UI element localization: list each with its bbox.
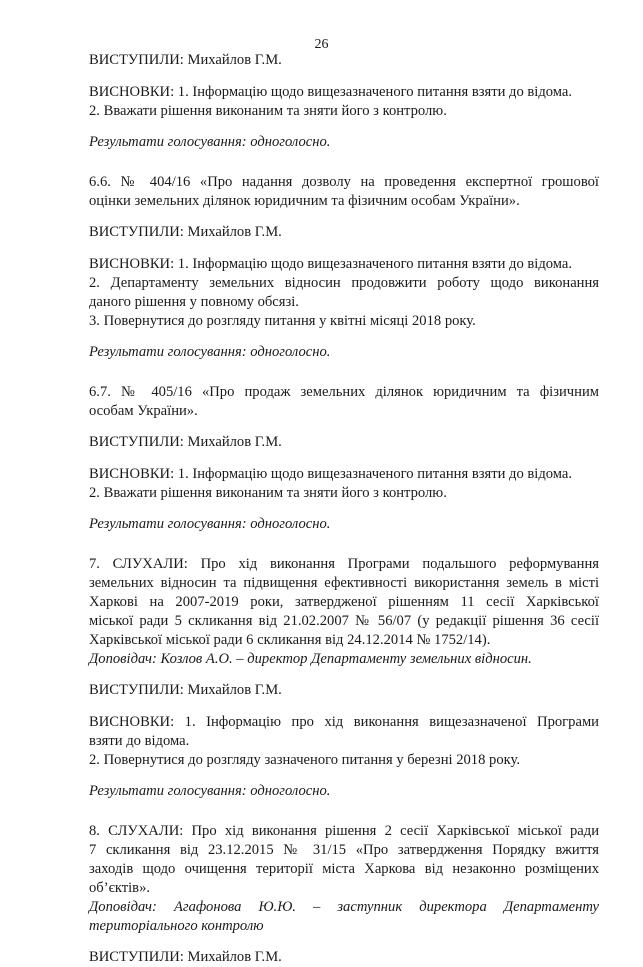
paragraph-gap	[89, 503, 599, 516]
text-line: ВИСНОВКИ: 1. Інформацію щодо вищезазначеного питання взяти до відома.	[89, 83, 573, 100]
italic-text-line: Доповідач: Агафонова Ю.Ю. – заступник директора Департаменту	[89, 898, 599, 915]
paragraph	[89, 782, 599, 801]
italic-text-line: Результати голосування: одноголосно.	[89, 344, 331, 360]
section-gap	[89, 152, 599, 160]
paragraph	[89, 51, 599, 70]
text-line: заходів щодо очищення території міста Харкова від незаконно розміщених	[89, 860, 599, 877]
paragraph-gap	[89, 70, 599, 83]
text-line: 6.7. № 405/16 «Про продаж земельних ділянок юридичним та фізичним	[89, 383, 599, 400]
text-line: 2. Вважати рішення виконаним та зняти його з контролю.	[89, 484, 447, 501]
italic-text-line: Доповідач: Козлов А.О. – директор Департаменту земельних відносин.	[89, 650, 532, 667]
text-line: 7 скликання від 23.12.2015 № 31/15 «Про затвердження Порядку вжиття	[89, 841, 599, 858]
paragraph	[89, 383, 599, 421]
section-gap	[89, 362, 599, 370]
paragraph-gap	[89, 770, 599, 783]
text-line: 2. Повернутися до розгляду зазначеного питання у березні 2018 року.	[89, 751, 520, 768]
paragraph	[89, 681, 599, 700]
paragraph	[89, 433, 599, 452]
paragraph-gap	[89, 669, 599, 682]
paragraph-gap	[89, 542, 599, 555]
paragraph	[89, 515, 599, 534]
section-gap	[89, 801, 599, 809]
text-line: Харкові на 2007-2019 роки, затвердженої рішенням 11 сесії Харківської	[89, 593, 599, 610]
paragraph-gap	[89, 421, 599, 434]
paragraph-gap	[89, 331, 599, 344]
text-line: 6.6. № 404/16 «Про надання дозволу на проведення експертної грошової	[89, 173, 599, 190]
text-line: ВИСТУПИЛИ: Михайлов Г.М.	[89, 52, 282, 68]
text-line: ВИСНОВКИ: 1. Інформацію щодо вищезазначеного питання взяти до відома.	[89, 255, 573, 272]
italic-text-line: Результати голосування: одноголосно.	[89, 783, 331, 799]
page-number: 26	[314, 37, 329, 52]
text-line: об’єктів».	[89, 879, 151, 896]
text-line: ВИСТУПИЛИ: Михайлов Г.М.	[89, 224, 282, 240]
italic-text-line: територіального контролю	[89, 917, 264, 934]
paragraph	[89, 83, 599, 121]
paragraph	[89, 948, 599, 967]
paragraph	[89, 223, 599, 242]
text-line: 2. Департаменту земельних відносин продовжити роботу щодо виконання	[89, 274, 599, 291]
text-line: ВИСТУПИЛИ: Михайлов Г.М.	[89, 682, 282, 698]
text-line: ВИСТУПИЛИ: Михайлов Г.М.	[89, 949, 282, 965]
text-line: Харківської міської ради 6 скликання від 24.12.2014 № 1752/14).	[89, 631, 491, 648]
text-line: 8. СЛУХАЛИ: Про хід виконання рішення 2 сесії Харківської міської ради	[89, 822, 599, 839]
paragraph	[89, 555, 599, 669]
paragraph	[89, 133, 599, 152]
paragraph	[89, 343, 599, 362]
italic-text-line: Результати голосування: одноголосно.	[89, 134, 331, 150]
text-line: 3. Повернутися до розгляду питання у квітні місяці 2018 року.	[89, 312, 476, 329]
italic-text-line: Результати голосування: одноголосно.	[89, 516, 331, 532]
paragraph-gap	[89, 160, 599, 173]
paragraph	[89, 465, 599, 503]
text-line: земельних відносин та підвищення ефективності використання земель в місті	[89, 574, 599, 591]
document-body	[89, 51, 599, 967]
text-line: міської ради 5 скликання від 21.02.2007 № 56/07 (у редакції рішення 36 сесії	[89, 612, 599, 629]
text-line: 7. СЛУХАЛИ: Про хід виконання Програми подальшого реформування	[89, 555, 599, 572]
text-line: ВИСНОВКИ: 1. Інформацію щодо вищезазначеного питання взяти до відома.	[89, 465, 573, 482]
text-line: даного рішення у повному обсязі.	[89, 293, 299, 310]
text-line: 2. Вважати рішення виконаним та зняти його з контролю.	[89, 102, 447, 119]
paragraph	[89, 822, 599, 936]
paragraph	[89, 173, 599, 211]
paragraph-gap	[89, 211, 599, 224]
paragraph-gap	[89, 809, 599, 822]
paragraph-gap	[89, 936, 599, 949]
text-line: особам України».	[89, 402, 198, 419]
paragraph	[89, 255, 599, 331]
paragraph-gap	[89, 121, 599, 134]
text-line: оцінки земельних ділянок юридичним та фізичним особам України».	[89, 192, 520, 209]
paragraph-gap	[89, 452, 599, 465]
paragraph-gap	[89, 700, 599, 713]
section-gap	[89, 534, 599, 542]
text-line: взяти до відома.	[89, 732, 190, 749]
paragraph	[89, 713, 599, 770]
paragraph-gap	[89, 242, 599, 255]
text-line: ВИСНОВКИ: 1. Інформацію про хід виконання вищезазначеної Програми	[89, 713, 599, 730]
paragraph-gap	[89, 370, 599, 383]
text-line: ВИСТУПИЛИ: Михайлов Г.М.	[89, 434, 282, 450]
